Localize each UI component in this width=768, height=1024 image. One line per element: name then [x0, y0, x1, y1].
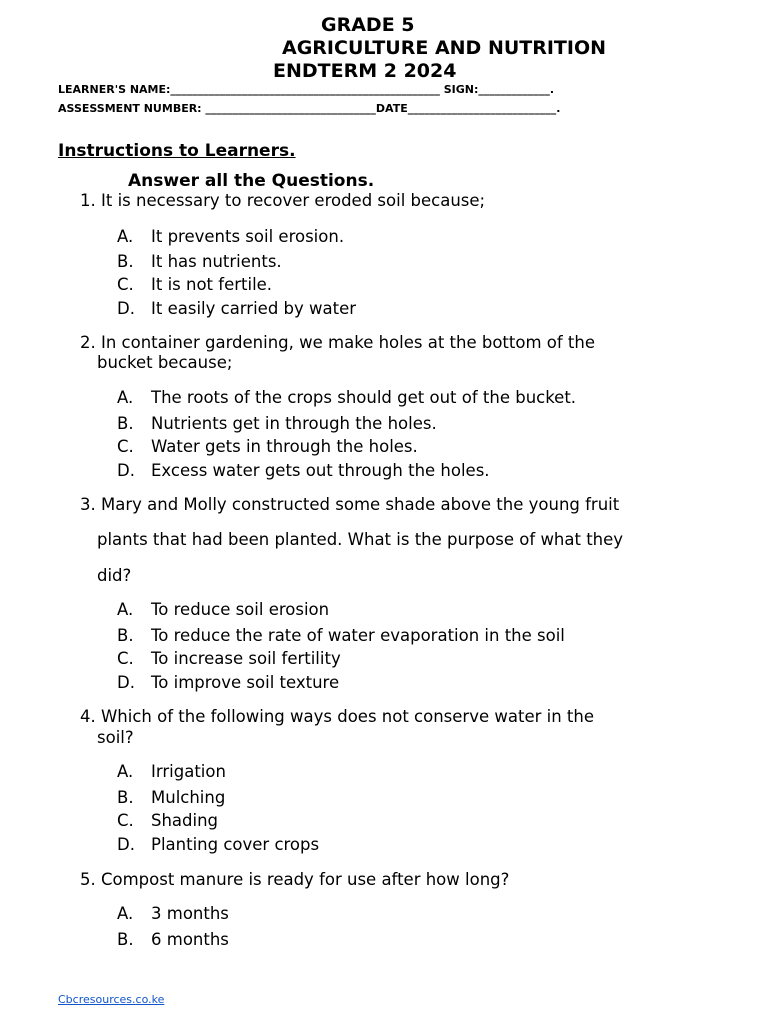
title-subject: AGRICULTURE AND NUTRITION	[282, 37, 607, 59]
question-3-text-cont-2: did?	[97, 566, 132, 585]
q1-option-c: C. It is not fertile.	[117, 275, 273, 294]
q4-option-b: B. Mulching	[117, 788, 226, 807]
q2-option-a: A. The roots of the crops should get out of the bucket.	[117, 388, 577, 407]
q2-option-c: C. Water gets in through the holes.	[117, 437, 418, 456]
q3-option-c: C. To increase soil fertility	[117, 649, 341, 668]
q5-option-b: B. 6 months	[117, 930, 229, 949]
q1-option-a: A. It prevents soil erosion.	[117, 227, 345, 246]
question-3-text: 3. Mary and Molly constructed some shade above the young fruit	[80, 495, 620, 514]
q5-option-a: A. 3 months	[117, 904, 229, 923]
instructions-text: Answer all the Questions.	[128, 171, 375, 191]
question-2-text-cont: bucket because;	[97, 353, 233, 372]
title-term: ENDTERM 2 2024	[273, 60, 457, 82]
instructions-heading: Instructions to Learners.	[58, 141, 296, 161]
learner-name-field: LEARNER'S NAME:_________________________________________________ SIGN:_____________.	[58, 83, 555, 96]
q3-option-d: D. To improve soil texture	[117, 673, 340, 692]
question-3-text-cont-1: plants that had been planted. What is the purpose of what they	[97, 530, 624, 549]
q3-option-b: B. To reduce the rate of water evaporation in the soil	[117, 626, 565, 645]
question-2-text: 2. In container gardening, we make holes at the bottom of the	[80, 333, 596, 352]
q4-option-c: C. Shading	[117, 811, 219, 830]
q1-option-b: B. It has nutrients.	[117, 252, 282, 271]
footer-link[interactable]: Cbcresources.co.ke	[58, 993, 165, 1006]
q3-option-a: A. To reduce soil erosion	[117, 600, 330, 619]
assessment-number-field: ASSESSMENT NUMBER: _______________________________DATE___________________________.	[58, 102, 561, 115]
title-grade: GRADE 5	[321, 14, 415, 36]
q1-option-d: D. It easily carried by water	[117, 299, 357, 318]
question-5-text: 5. Compost manure is ready for use after how long?	[80, 870, 510, 889]
question-1-text: 1. It is necessary to recover eroded soil because;	[80, 191, 486, 210]
question-4-text: 4. Which of the following ways does not conserve water in the	[80, 707, 594, 726]
q2-option-b: B. Nutrients get in through the holes.	[117, 414, 437, 433]
q2-option-d: D. Excess water gets out through the holes.	[117, 461, 490, 480]
q4-option-d: D. Planting cover crops	[117, 835, 320, 854]
question-4-text-cont: soil?	[97, 728, 134, 747]
q4-option-a: A. Irrigation	[117, 762, 226, 781]
